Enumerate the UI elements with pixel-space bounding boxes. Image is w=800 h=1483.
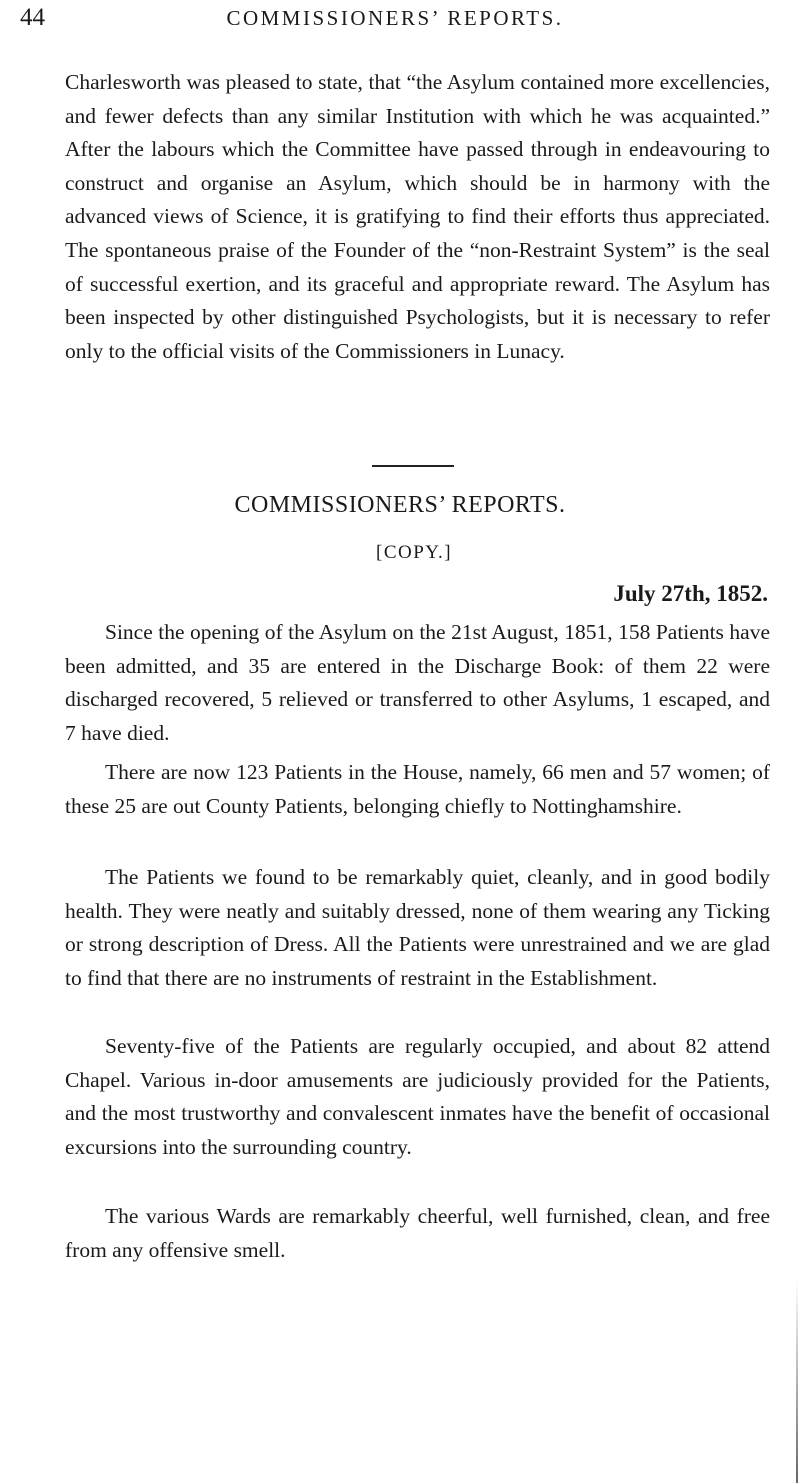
- report-paragraph-block: [65, 1030, 770, 1164]
- report-paragraph: The Patients we found to be remarkably quiet, cleanly, and in good bodily health. They were neatly and suitably dressed, none of them wearing any Ticking or strong description of Dress. All the Patients were unrestrained and we are glad to find that there are no instruments of restraint in the Establishment.: [65, 865, 770, 990]
- report-paragraph-block: [65, 756, 770, 823]
- report-paragraph: There are now 123 Patients in the House, namely, 66 men and 57 women; of these 25 are out County Patients, belonging chiefly to Nottinghamshire.: [65, 760, 770, 818]
- intro-paragraph-block: [65, 66, 770, 368]
- report-paragraph-block: [65, 616, 770, 750]
- intro-paragraph: Charlesworth was pleased to state, that “the Asylum contained more excellencies, and fewer defects than any similar Institution with which he was acquainted.” After the labours which the Committee have passed through in endeavouring to construct and organise an Asylum, which should be in harmony with the advanced views of Science, it is gratifying to find their efforts thus appreciated. The spontaneous praise of the Founder of the “non-Restraint System” is the seal of successful exertion, and its graceful and appropriate reward. The Asylum has been inspected by other distinguished Psychologists, but it is necessary to refer only to the official visits of the Commissioners in Lunacy.: [65, 70, 770, 363]
- section-divider: [372, 465, 454, 467]
- copy-note: [COPY.]: [376, 542, 453, 563]
- report-paragraph-block: [65, 1200, 770, 1267]
- report-date: July 27th, 1852.: [613, 581, 768, 606]
- running-title: COMMISSIONERS’ REPORTS.: [226, 6, 564, 30]
- report-paragraph: Since the opening of the Asylum on the 21st August, 1851, 158 Patients have been admitted, and 35 are entered in the Discharge Book: of them 22 were discharged recovered, 5 relieved or transferred to other Asylums, 1 escaped, and 7 have died.: [65, 620, 770, 745]
- page-edge-shadow: [796, 1280, 798, 1483]
- page-number: 44: [20, 4, 45, 31]
- report-paragraph: The various Wards are remarkably cheerful, well furnished, clean, and free from any offensive smell.: [65, 1204, 770, 1262]
- report-paragraph-block: [65, 861, 770, 995]
- section-title: COMMISSIONERS’ REPORTS.: [234, 492, 566, 518]
- running-head: [20, 4, 770, 40]
- report-paragraph: Seventy-five of the Patients are regularly occupied, and about 82 attend Chapel. Various in-door amusements are judiciously provided for the Patients, and the most trustworthy and convalescent inmates have the benefit of occasional excursions into the surrounding country.: [65, 1034, 770, 1159]
